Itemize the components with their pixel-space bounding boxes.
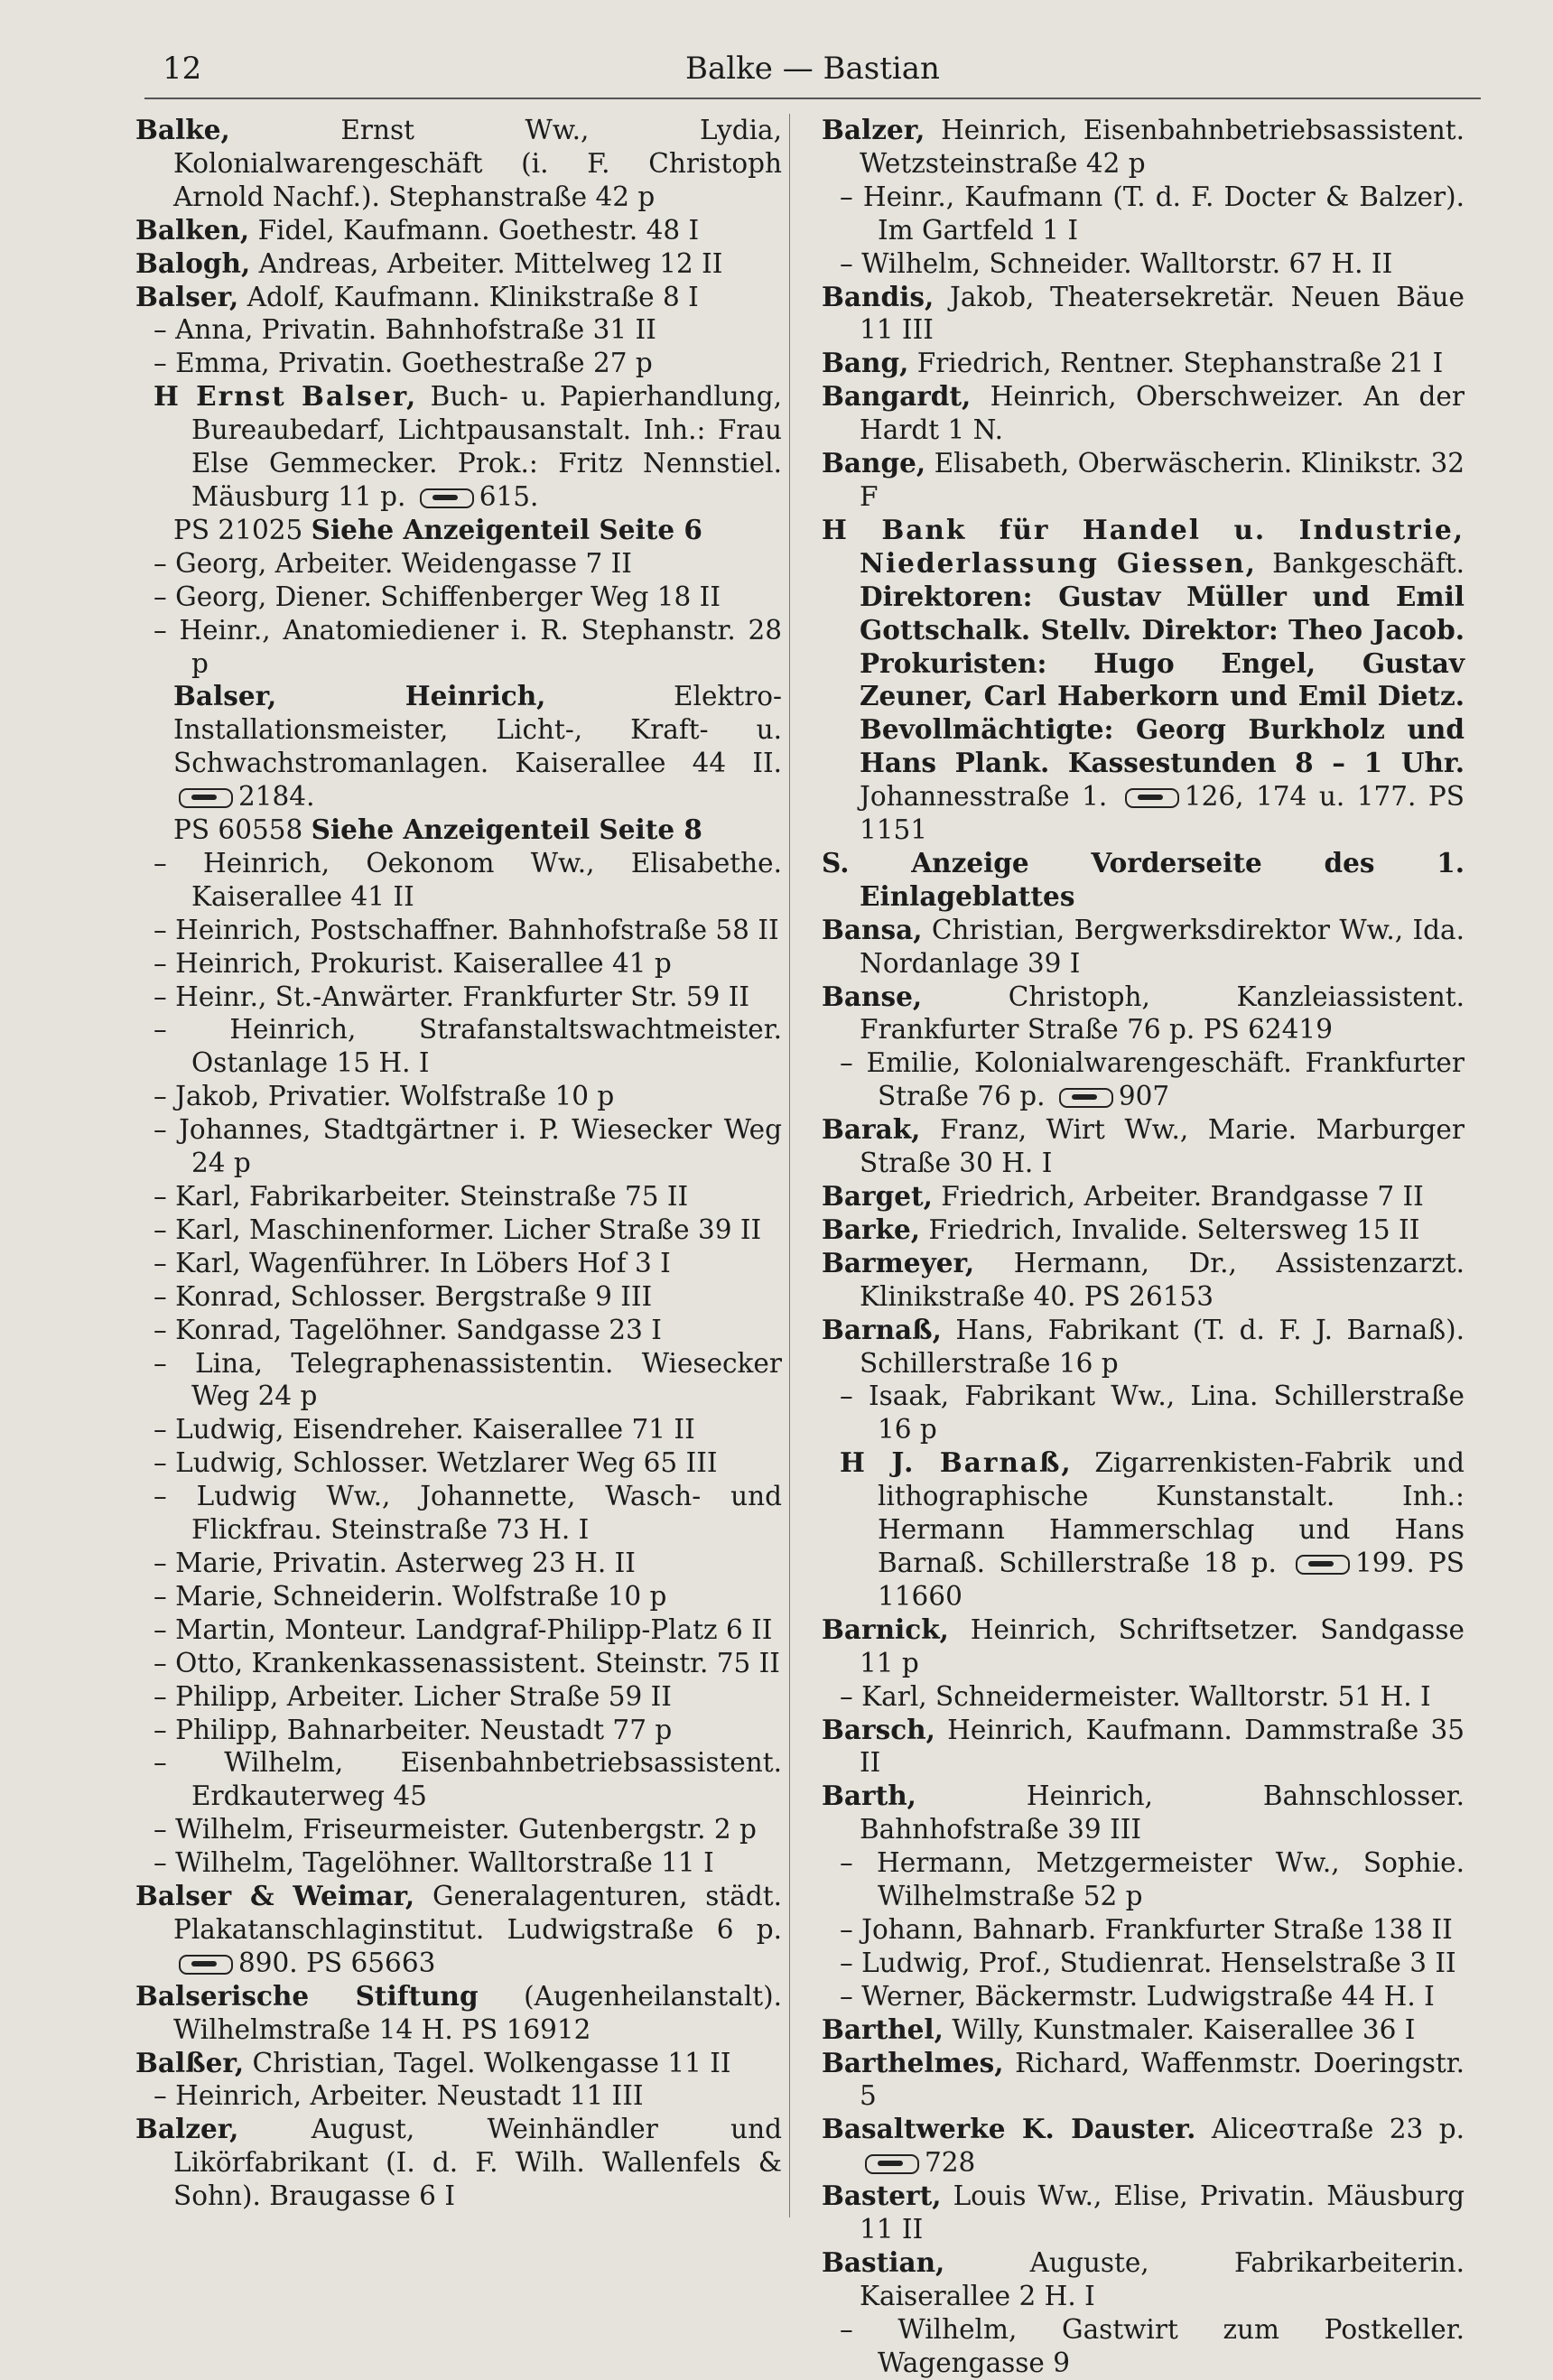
entry-details: Ernst Ww., Lydia, Kolonialwarengeschäft (i. F. Christoph Arnold Nachf.). Stephanstraße 42 p [173,115,782,212]
entry-highlight: Siehe Anzeigenteil Seite 8 [311,813,702,846]
directory-entry [135,2113,782,2213]
telephone-icon [1296,1555,1350,1575]
entry-details: – Heinrich, Prokurist. Kaiserallee 41 p [153,947,672,979]
directory-entry [135,1247,782,1280]
entry-details: PS 21025 [173,514,303,545]
entry-details: Zigarrenkisten-Fabrik und lithographische Kunstanstalt. Inh.: Hermann Hammerschlag und Hans Barnaß. Schillerstraße 18 p. [878,1447,1465,1578]
entry-details: – Georg, Arbeiter. Weidengasse 7 II [153,547,632,579]
directory-entry [135,380,782,514]
entry-details: – Konrad, Schlosser. Bergstraße 9 III [153,1280,653,1312]
entry-name: Bastian, [822,2246,945,2278]
directory-entry [822,914,1465,981]
telephone-number: 2184. [238,781,315,813]
entry-details: – Werner, Bäckermstr. Ludwigstraße 44 H. I [840,1980,1435,2012]
entry-highlight: Siehe Anzeigenteil Seite 6 [311,513,702,545]
entry-name: Bandis, [822,280,935,312]
directory-entry [822,1714,1465,1780]
entry-details: Generalagenturen, städt. Plakatanschlaginstitut. Ludwigstraße 6 p. [173,1881,782,1945]
directory-entry [135,1180,782,1213]
directory-entry [135,1647,782,1680]
entry-details: – Philipp, Bahnarbeiter. Neustadt 77 p [153,1714,673,1745]
right-column [822,114,1465,2380]
directory-entry [822,2013,1465,2047]
entry-details: – Emilie, Kolonialwarengeschäft. Frankfurter Straße 76 p. [840,1047,1465,1112]
entry-details: Hans, Fabrikant (T. d. F. J. Barnaß). Schillerstraße 16 p [860,1314,1465,1379]
directory-entry [822,1046,1465,1113]
entry-name: Barke, [822,1213,921,1245]
entry-details: – Heinr., St.-Anwärter. Frankfurter Str. 59 II [153,981,750,1012]
entry-name: Bang, [822,347,909,379]
entry-details: Hermann, Dr., Assistenzarzt. Klinikstraße 40. PS 26153 [860,1247,1465,1312]
directory-entry [135,1980,782,2047]
entry-name: Balzer, [135,2113,239,2145]
directory-entry [135,1813,782,1846]
entry-details: – Karl, Maschinenformer. Licher Straße 39 II [153,1213,762,1245]
directory-entry [822,247,1465,281]
directory-entry [135,680,782,813]
telephone-number: 615. [479,480,539,512]
directory-entry [135,1480,782,1547]
entry-name: Balken, [135,213,250,246]
entry-details: – Heinrich, Arbeiter. Neustadt 11 III [153,2080,644,2112]
entry-details: Richard, Waffenmstr. Doeringstr. 5 [860,2047,1465,2112]
directory-entry [822,380,1465,447]
postal-account: PS 1151 [860,781,1465,846]
directory-entry [822,514,1465,847]
entry-name: H J. Barnaß, [840,1446,1073,1479]
directory-entry [135,1280,782,1314]
entry-details: – Ludwig, Schlosser. Wetzlarer Weg 65 III [153,1447,718,1479]
entry-details: Heinrich, Eisenbahnbetriebsassistent. Wetzsteinstraße 42 p [860,115,1465,179]
directory-entry [135,1714,782,1747]
entry-name: Banse, [822,980,923,1012]
entry-name: Barak, [822,1113,921,1146]
directory-entry [822,2047,1465,2114]
entry-details: – Wilhelm, Schneider. Walltorstr. 67 H. II [840,247,1393,279]
directory-entry [135,347,782,380]
directory-entry [135,847,782,914]
entry-highlight: Direktoren: Gustav Müller und Emil Gottschalk. Stellv. Direktor: Theo Jacob. Prokuristen: Hugo Engel, Gustav Zeuner, Carl Haberkorn und Emil Dietz. Bevollmächtigte: Georg Burkholz und Hans Plank. Kassestunden 8 – 1 Uhr. [860,580,1465,779]
entry-details: – Karl, Fabrikarbeiter. Steinstraße 75 II [153,1181,689,1212]
entry-highlight: S. Anzeige Vorderseite des 1. Einlageblattes [822,846,1465,912]
entry-details: – Otto, Krankenkassenassistent. Steinstr. 75 II [153,1647,780,1678]
entry-details: – Ludwig, Eisendreher. Kaiserallee 71 II [153,1414,695,1446]
directory-entry [135,813,782,847]
telephone-number: 907 [1118,1081,1170,1112]
entry-details: Christian, Tagel. Wolkengasse 11 II [252,2047,731,2078]
directory-entry [135,514,782,547]
directory-entry [822,1213,1465,1247]
entry-name: Barget, [822,1180,933,1212]
entry-details: Louis Ww., Elise, Privatin. Mäusburg 11 II [860,2180,1465,2245]
directory-entry [135,614,782,681]
entry-details: – Jakob, Privatier. Wolfstraße 10 p [153,1081,615,1112]
entry-name: Barthelmes, [822,2046,1004,2078]
page-header [144,47,1481,99]
directory-entry [822,2246,1465,2313]
entry-details: – Karl, Schneidermeister. Walltorstr. 51 H. I [840,1680,1431,1712]
entry-name: Balzer, [822,114,925,145]
entry-name: Bastert, [822,2180,942,2212]
entry-details: – Karl, Wagenführer. In Löbers Hof 3 I [153,1247,671,1278]
telephone-icon [1125,788,1179,808]
entry-details: Heinrich, Schriftsetzer. Sandgasse 11 p [860,1613,1465,1678]
entry-details: Friedrich, Rentner. Stephanstraße 21 I [916,348,1444,379]
directory-entry [822,1780,1465,1846]
directory-entry [135,1446,782,1480]
entry-details: Christoph, Kanzleiassistent. Frankfurter Straße 76 p. PS 62419 [860,981,1465,1046]
left-column [135,114,782,2213]
entry-details: – Marie, Privatin. Asterweg 23 H. II [153,1547,636,1578]
entry-details: – Wilhelm, Eisenbahnbetriebsassistent. Erdkauterweg 45 [153,1747,782,1812]
directory-entry [822,347,1465,380]
entry-details: – Konrad, Tagelöhner. Sandgasse 23 I [153,1314,662,1345]
directory-entry [135,581,782,614]
directory-entry [135,247,782,281]
directory-entry [822,281,1465,348]
entry-details: Auguste, Fabrikarbeiterin. Kaiserallee 2 H. I [860,2247,1465,2311]
entry-details: – Ludwig, Prof., Studienrat. Henselstraße 3 II [840,1947,1456,1978]
entry-name: Barnick, [822,1613,949,1645]
entry-details: Elisabeth, Oberwäscherin. Klinikstr. 32 F [860,448,1465,512]
entry-name: Balogh, [135,246,251,279]
telephone-icon [420,488,474,508]
telephone-number: 890. [238,1947,298,1978]
directory-entry [135,914,782,947]
directory-entry [822,447,1465,514]
entry-details: Friedrich, Arbeiter. Brandgasse 7 II [941,1181,1424,1212]
entry-details: – Anna, Privatin. Bahnhofstraße 31 II [153,314,656,346]
entry-name: Balser, [135,280,239,312]
directory-entry [135,1347,782,1414]
entry-details: Buch- u. Papierhandlung, Bureaubedarf, Lichtpausanstalt. Inh.: Frau Else Gemmecker. Prok.: Fritz Nennstiel. Mäusburg 11 p. [191,381,783,512]
telephone-icon [865,2154,919,2174]
directory-entry [135,1013,782,1080]
directory-entry [135,1547,782,1580]
directory-entry [135,1314,782,1347]
column-divider [789,114,790,2217]
running-title: Balke — Bastian [685,51,940,87]
directory-entry [822,1314,1465,1381]
postal-account: PS 11660 [878,1547,1465,1612]
entry-name: Bangardt, [822,380,972,413]
telephone-number: 199. [1355,1547,1415,1578]
entry-name: Balserische Stiftung [135,1979,479,2012]
directory-entry [822,1846,1465,1913]
directory-entry [822,181,1465,247]
entry-details: – Wilhelm, Gastwirt zum Postkeller. Wagengasse 9 [840,2313,1465,2378]
entry-details: – Johannes, Stadtgärtner i. P. Wiesecker Weg 24 p [153,1114,782,1179]
entry-details: Heinrich, Bahnschlosser. Bahnhofstraße 39 III [860,1780,1465,1845]
directory-entry [135,1113,782,1180]
entry-name: H Ernst Balser, [153,380,418,413]
entry-details: Fidel, Kaufmann. Goethestr. 48 I [257,214,700,246]
entry-details: Aliceστraße 23 p. [1211,2114,1465,2145]
directory-entry [135,547,782,581]
entry-details: – Wilhelm, Tagelöhner. Walltorstraße 11 I [153,1847,714,1879]
entry-details: Friedrich, Invalide. Seltersweg 15 II [928,1213,1420,1245]
entry-details: – Ludwig Ww., Johannette, Wasch- und Flickfrau. Steinstraße 73 H. I [153,1481,782,1546]
directory-entry [822,1980,1465,2013]
directory-entry [135,2047,782,2080]
entry-details: – Philipp, Arbeiter. Licher Straße 59 II [153,1680,672,1712]
entry-details: – Martin, Monteur. Landgraf-Philipp-Platz 6 II [153,1613,773,1645]
telephone-icon [1059,1088,1113,1108]
entry-name: Barnaß, [822,1313,942,1345]
entry-name: Balser & Weimar, [135,1880,415,1912]
entry-details: – Johann, Bahnarb. Frankfurter Straße 138 II [840,1913,1453,1945]
page-number: 12 [163,51,202,87]
directory-entry [135,1846,782,1880]
directory-entry [822,2313,1465,2380]
directory-entry [822,1247,1465,1314]
entry-details: Adolf, Kaufmann. Klinikstraße 8 I [246,281,699,312]
telephone-number: 728 [925,2147,976,2179]
entry-address: Johannesstraße 1. [860,781,1108,813]
telephone-icon [179,788,233,808]
entry-details: – Wilhelm, Friseurmeister. Gutenbergstr. 2 p [153,1814,757,1845]
entry-details: – Heinr., Anatomiediener i. R. Stephanstr. 28 p [153,614,782,679]
directory-entry [135,1080,782,1113]
directory-entry [135,281,782,314]
entry-name: Balke, [135,114,230,145]
entry-name: Barth, [822,1780,916,1812]
entry-details: (Augenheilanstalt). Wilhelmstraße 14 H. PS 16912 [173,1980,782,2045]
entry-details: Bankgeschäft. [1272,547,1465,579]
entry-details: PS 60558 [173,814,303,846]
telephone-number: 126, 174 u. 177. [1184,781,1417,813]
entry-details: August, Weinhändler und Likörfabrikant (I. d. F. Wilh. Wallenfels & Sohn). Braugasse 6 I [173,2114,782,2212]
directory-entry [135,1413,782,1446]
entry-details: Andreas, Arbeiter. Mittelweg 12 II [258,247,723,279]
directory-entry [135,1680,782,1714]
directory-entry [822,847,1465,914]
entry-details: – Georg, Diener. Schiffenberger Weg 18 II [153,581,721,612]
directory-entry [822,1180,1465,1213]
directory-entry [135,1613,782,1647]
entry-details: Christian, Bergwerksdirektor Ww., Ida. Nordanlage 39 I [860,914,1465,979]
entry-name: Bansa, [822,913,923,945]
entry-details: Willy, Kunstmaler. Kaiserallee 36 I [952,2013,1416,2045]
entry-name: Barthel, [822,2013,944,2045]
directory-entry [135,1213,782,1247]
directory-entry [135,114,782,214]
entry-details: Heinrich, Kaufmann. Dammstraße 35 II [860,1714,1465,1779]
entry-details: – Hermann, Metzgermeister Ww., Sophie. Wilhelmstraße 52 p [840,1847,1465,1912]
directory-entry [822,2180,1465,2246]
telephone-icon [179,1955,233,1975]
entry-details: – Marie, Schneiderin. Wolfstraße 10 p [153,1580,667,1612]
entry-name: Balßer, [135,2046,245,2078]
entry-details: – Lina, Telegraphenassistentin. Wiesecker Weg 24 p [153,1347,782,1412]
directory-entry [822,114,1465,181]
directory-entry [822,1446,1465,1613]
directory-entry [822,2113,1465,2180]
entry-name: Bange, [822,447,926,479]
directory-entry [135,1580,782,1613]
entry-details: – Heinr., Kaufmann (T. d. F. Docter & Balzer). Im Gartfeld 1 I [840,181,1465,246]
directory-entry [135,313,782,347]
directory-entry [135,947,782,981]
entry-details: – Isaak, Fabrikant Ww., Lina. Schillerstraße 16 p [840,1381,1465,1446]
entry-details: – Heinrich, Strafanstaltswachtmeister. Ostanlage 15 H. I [153,1014,782,1079]
entry-name: Balser, Heinrich, [173,680,546,712]
entry-details: Franz, Wirt Ww., Marie. Marburger Straße 30 H. I [860,1114,1465,1179]
entry-details: Jakob, Theatersekretär. Neuen Bäue 11 III [860,281,1465,346]
entry-details: Elektro-Installationsmeister, Licht-, Kraft- u. Schwachstromanlagen. Kaiserallee 44 II. [173,681,782,779]
entry-details: Heinrich, Oberschweizer. An der Hardt 1 N. [860,381,1465,446]
directory-entry [135,981,782,1014]
entry-details: – Emma, Privatin. Goethestraße 27 p [153,348,653,379]
directory-entry [822,1380,1465,1446]
directory-entry [822,1680,1465,1714]
entry-details: – Heinrich, Postschaffner. Bahnhofstraße 58 II [153,914,779,945]
postal-account: PS 65663 [306,1947,436,1978]
directory-entry [135,1880,782,1980]
directory-entry [822,1913,1465,1947]
directory-entry [822,1113,1465,1180]
directory-entry [822,1613,1465,1680]
directory-entry [135,2079,782,2113]
entry-details: – Heinrich, Oekonom Ww., Elisabethe. Kaiserallee 41 II [153,847,782,912]
entry-name: Basaltwerke K. Dauster. [822,2113,1196,2145]
directory-entry [822,981,1465,1047]
directory-entry [822,1947,1465,1980]
entry-name: Barsch, [822,1713,935,1745]
directory-entry [135,1746,782,1813]
entry-name: H Bank für Handel u. Industrie, Niederlassung Giessen, [822,513,1465,579]
entry-name: Barmeyer, [822,1246,975,1278]
directory-entry [135,214,782,247]
